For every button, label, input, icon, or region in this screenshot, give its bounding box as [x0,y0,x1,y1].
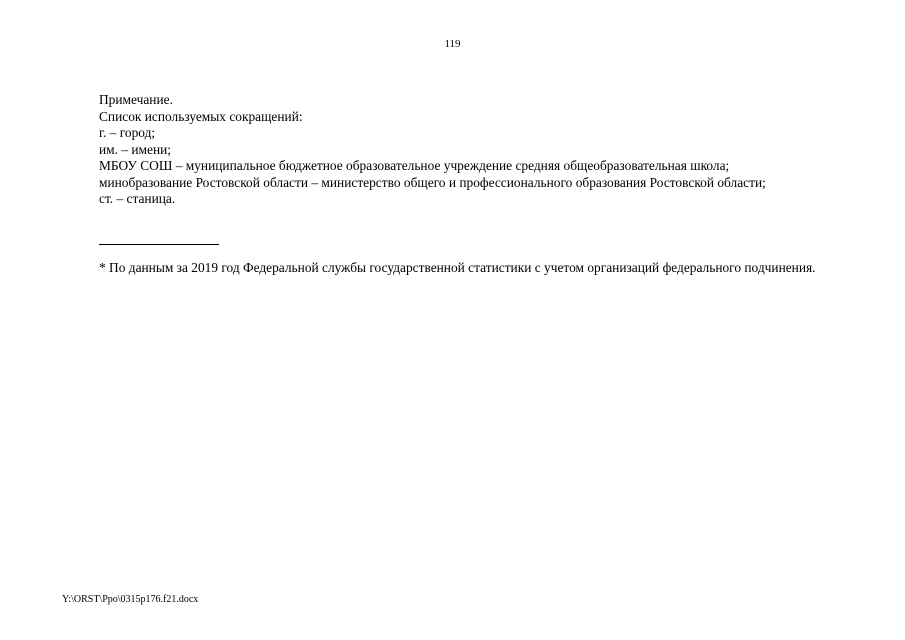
footnote-block [62,260,842,277]
abbreviations-intro: Список используемых сокращений: [99,108,303,124]
footnote-separator [99,244,219,245]
page-number: 119 [444,38,461,50]
note-title: Примечание. [99,92,173,107]
abbreviation-item-ministry: минобразование Ростовской области – министерство общего и профессионального образования Ростовской области; [99,174,766,190]
file-path: Y:\ORST\Ppo\0315p176.f21.docx [62,594,199,605]
abbreviation-item-city: г. – город; [99,125,156,140]
abbreviation-item-named: им. – имени; [99,141,172,157]
abbreviation-item-school: МБОУ СОШ – муниципальное бюджетное образовательное учреждение средняя общеобразовательная школа; [99,158,730,173]
note-block [62,92,842,208]
abbreviation-item-stanitsa: ст. – станица. [99,191,176,206]
footnote-text: * По данным за 2019 год Федеральной службы государственной статистики с учетом организаций федерального подчинения. [99,260,816,275]
